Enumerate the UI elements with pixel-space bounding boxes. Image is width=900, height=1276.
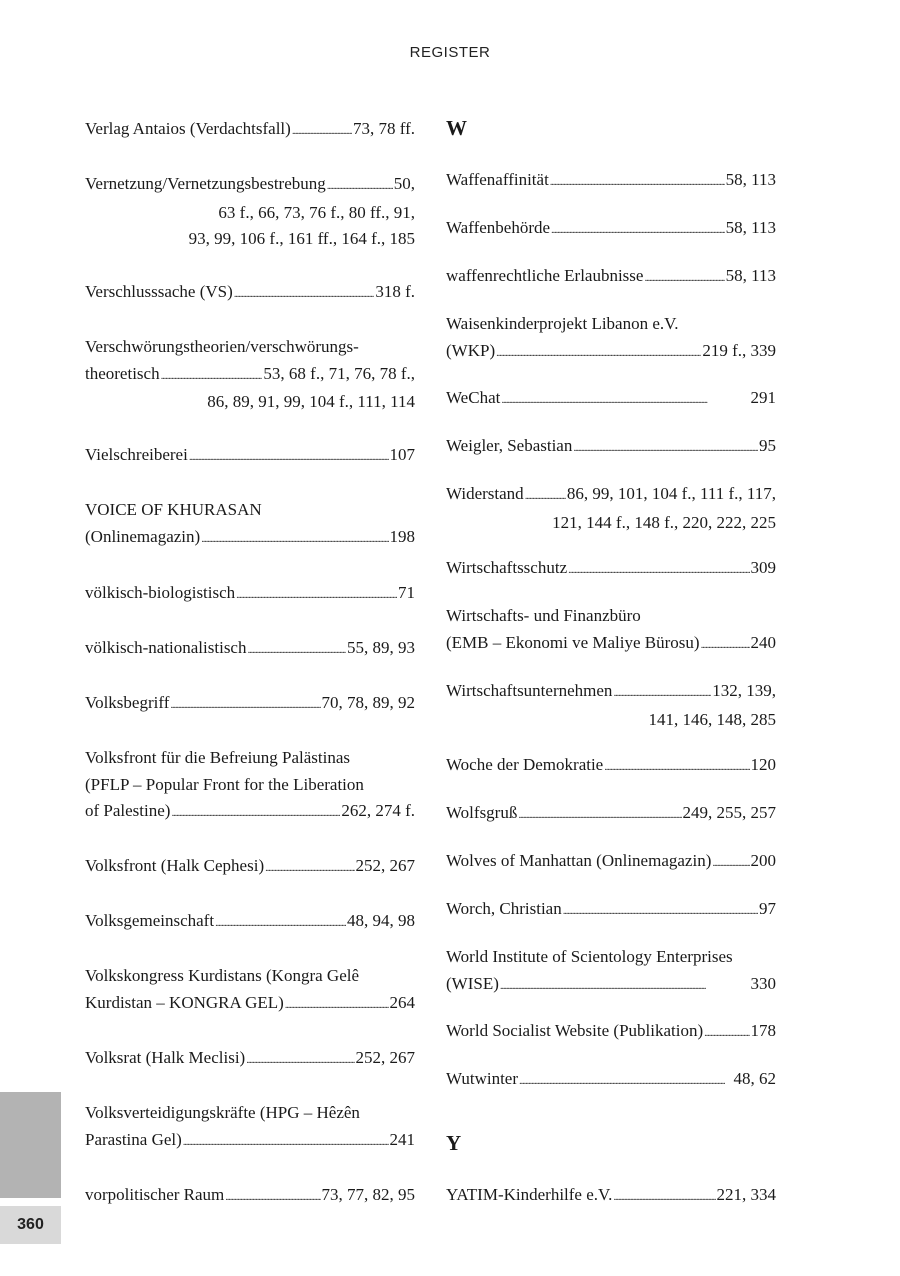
- dot-leader: [550, 167, 725, 196]
- entry-line: [85, 990, 415, 1019]
- entry-term: WeChat: [446, 388, 501, 407]
- entry-term: Widerstand: [446, 484, 524, 503]
- entry-term: Weigler, Sebastian: [446, 436, 573, 455]
- index-entry: [446, 481, 776, 536]
- entry-term: Wirtschaftsunternehmen: [446, 681, 613, 700]
- index-entry: [446, 215, 776, 244]
- entry-pages: 219 f., 339: [702, 340, 776, 360]
- index-entry: [85, 279, 415, 308]
- entry-pages: 264: [389, 992, 415, 1012]
- entry-line: [85, 1127, 415, 1156]
- entry-line: [85, 798, 415, 827]
- dot-leader: [234, 279, 375, 308]
- index-entry: [446, 678, 776, 733]
- entry-term: theoretisch: [85, 363, 160, 383]
- entry-term: Woche der Demokratie: [446, 755, 604, 774]
- entry-term: vorpolitischer Raum: [85, 1185, 225, 1204]
- dot-leader: [613, 1182, 715, 1211]
- entry-pages: 240: [750, 632, 776, 652]
- entry-pages: 200: [750, 851, 776, 870]
- entry-term: of Palestine): [85, 801, 171, 820]
- entry-line: [446, 896, 776, 925]
- section-heading-y: Y: [446, 1131, 462, 1155]
- index-entry: [85, 1045, 415, 1074]
- entry-term: Parastina Gel): [85, 1129, 182, 1149]
- entry-line: [446, 1182, 776, 1211]
- entry-line: [85, 853, 415, 882]
- entry-term-line: VOICE OF KHURASAN: [85, 500, 262, 519]
- entry-term: (WISE): [446, 973, 499, 993]
- dot-leader: [171, 798, 340, 827]
- entry-pages: 73, 77, 82, 95: [321, 1185, 415, 1204]
- entry-term: Volksrat (Halk Meclisi): [85, 1048, 246, 1067]
- entry-pages: 291: [750, 388, 776, 407]
- entry-term: waffenrechtliche Erlaubnisse: [446, 266, 644, 285]
- entry-line: [446, 215, 776, 244]
- entry-term: völkisch-nationalistisch: [85, 638, 247, 657]
- index-entry: [85, 690, 415, 719]
- entry-pages: 73, 78 ff.: [352, 119, 415, 138]
- index-entry: [446, 1182, 776, 1211]
- entry-line: [85, 1045, 415, 1074]
- dot-leader: [604, 752, 749, 781]
- entry-pages: 107: [389, 445, 415, 464]
- dot-leader: [189, 442, 389, 471]
- entry-line: [446, 433, 776, 462]
- index-entry: [446, 385, 776, 414]
- dot-leader: [551, 215, 725, 244]
- entry-term-line: World Institute of Scientology Enterprises: [446, 947, 733, 966]
- index-entry: [446, 1018, 776, 1047]
- entry-pages: 71: [398, 583, 415, 602]
- entry-pages: 198: [389, 526, 415, 546]
- entry-pages: 50,: [393, 174, 415, 193]
- dot-leader: [285, 990, 389, 1019]
- index-entry: [85, 635, 415, 664]
- entry-term-line: Volksverteidigungskräfte (HPG – Hêzên: [85, 1103, 360, 1122]
- entry-term-line: Volksfront für die Befreiung Palästinas: [85, 748, 351, 767]
- entry-term: (WKP): [446, 340, 496, 360]
- dot-leader: [225, 1182, 320, 1211]
- entry-pages: 95: [759, 436, 776, 455]
- index-entry: [446, 944, 776, 999]
- index-entry: [85, 580, 415, 609]
- entry-term: Verschlusssache (VS): [85, 282, 233, 301]
- index-entry: [446, 848, 776, 877]
- entry-term: Wolves of Manhattan (Onlinemagazin): [446, 851, 712, 870]
- entry-term: Worch, Christian: [446, 899, 562, 918]
- entry-line: [446, 1066, 776, 1095]
- dot-leader: [525, 481, 566, 510]
- index-entry: [85, 116, 415, 145]
- index-entry: [85, 1182, 415, 1211]
- entry-term: Verlag Antaios (Verdachtsfall): [85, 119, 291, 138]
- entry-term: Wirtschaftsschutz: [446, 558, 568, 577]
- entry-line: [446, 630, 776, 659]
- index-entry: [446, 603, 776, 658]
- entry-line: [446, 800, 776, 829]
- dot-leader: [644, 263, 724, 292]
- entry-term: Volksgemeinschaft: [85, 911, 215, 930]
- entry-pages: 48, 94, 98: [347, 911, 415, 930]
- entry-term-line: Wirtschafts- und Finanzbüro: [446, 606, 641, 625]
- entry-pages: 330: [750, 973, 776, 993]
- entry-line: [446, 752, 776, 781]
- entry-term-line: Verschwörungstheorien/verschwörungs-: [85, 337, 359, 356]
- entry-line: [85, 361, 415, 390]
- index-entry: [85, 963, 415, 1018]
- entry-line: [446, 971, 776, 1000]
- dot-leader: [518, 800, 681, 829]
- entry-pages-continued: 63 f., 66, 73, 76 f., 80 ff., 91,: [218, 202, 415, 222]
- entry-term-line: Waisenkinderprojekt Libanon e.V.: [446, 314, 679, 333]
- entry-pages-continued: 93, 99, 106 f., 161 ff., 164 f., 185: [188, 229, 415, 248]
- dot-leader: [500, 971, 750, 1000]
- index-entry: [446, 167, 776, 196]
- dot-leader: [265, 853, 354, 882]
- dot-leader: [183, 1127, 389, 1156]
- entry-term: YATIM-Kinderhilfe e.V.: [446, 1185, 613, 1204]
- index-entry: [446, 433, 776, 462]
- entry-term: Vielschreiberei: [85, 445, 188, 464]
- entry-term: Volksbegriff: [85, 693, 170, 712]
- entry-pages: 58, 113: [725, 170, 776, 189]
- dot-leader: [161, 361, 263, 390]
- entry-pages: 252, 267: [355, 1048, 415, 1067]
- index-entry: [85, 171, 415, 253]
- page-number: 360: [0, 1206, 61, 1244]
- entry-term: (Onlinemagazin): [85, 526, 201, 546]
- index-entry: [85, 853, 415, 882]
- entry-line: [446, 678, 776, 707]
- entry-line: [85, 635, 415, 664]
- index-entry: [446, 896, 776, 925]
- page-edge-tab: [0, 1092, 61, 1198]
- entry-term: Wutwinter: [446, 1069, 519, 1088]
- entry-pages: 252, 267: [355, 856, 415, 875]
- dot-leader: [563, 896, 758, 925]
- entry-pages: 70, 78, 89, 92: [321, 693, 415, 712]
- entry-pages: 132, 139,: [712, 681, 776, 700]
- dot-leader: [501, 385, 749, 414]
- entry-line: [85, 116, 415, 145]
- entry-pages: 262, 274 f.: [341, 801, 415, 820]
- entry-line: [85, 524, 415, 553]
- entry-term: World Socialist Website (Publikation): [446, 1021, 704, 1040]
- section-heading-w: W: [446, 116, 467, 140]
- entry-pages-continued: 121, 144 f., 148 f., 220, 222, 225: [552, 512, 776, 532]
- index-entry: [85, 1100, 415, 1155]
- entry-term: Vernetzung/Vernetzungsbestrebung: [85, 174, 326, 193]
- index-entry: [446, 1066, 776, 1095]
- dot-leader: [247, 635, 346, 664]
- dot-leader: [519, 1066, 732, 1095]
- index-entry: [446, 263, 776, 292]
- entry-pages: 97: [759, 899, 776, 918]
- entry-term-line: (PFLP – Popular Front for the Liberation: [85, 774, 364, 794]
- entry-pages: 58, 113: [725, 266, 776, 285]
- dot-leader: [613, 678, 711, 707]
- entry-pages: 241: [389, 1129, 415, 1149]
- entry-pages: 55, 89, 93: [347, 638, 415, 657]
- entry-pages: 318 f.: [375, 282, 415, 301]
- dot-leader: [215, 908, 346, 937]
- entry-pages: 58, 113: [725, 218, 776, 237]
- entry-term: Waffenaffinität: [446, 170, 549, 189]
- dot-leader: [704, 1018, 749, 1047]
- entry-term: völkisch-biologistisch: [85, 583, 236, 602]
- entry-term: Volksfront (Halk Cephesi): [85, 856, 265, 875]
- index-entry: [85, 442, 415, 471]
- entry-term: Kurdistan – KONGRA GEL): [85, 992, 284, 1012]
- entry-line: [446, 263, 776, 292]
- entry-term-line: Volkskongress Kurdistans (Kongra Gelê: [85, 966, 360, 985]
- dot-leader: [292, 116, 352, 145]
- entry-term: Waffenbehörde: [446, 218, 551, 237]
- entry-line: [85, 908, 415, 937]
- dot-leader: [568, 555, 749, 584]
- entry-pages: 221, 334: [716, 1185, 776, 1204]
- dot-leader: [170, 690, 320, 719]
- entry-pages: 178: [750, 1021, 776, 1040]
- entry-line: [85, 171, 415, 200]
- entry-line: [85, 1182, 415, 1211]
- index-entry: [446, 800, 776, 829]
- entry-line: [85, 690, 415, 719]
- entry-line: [446, 481, 776, 510]
- dot-leader: [201, 524, 388, 553]
- entry-pages: 249, 255, 257: [682, 803, 776, 822]
- entry-pages-continued: 141, 146, 148, 285: [648, 709, 776, 729]
- dot-leader: [327, 171, 393, 200]
- entry-pages-continued: 86, 89, 91, 99, 104 f., 111, 114: [207, 392, 415, 411]
- dot-leader: [573, 433, 758, 462]
- entry-pages: 48, 62: [733, 1069, 776, 1088]
- index-entry: [85, 334, 415, 416]
- entry-term: (EMB – Ekonomi ve Maliye Bürosu): [446, 632, 700, 652]
- entry-pages: 120: [750, 755, 776, 774]
- entry-line: [446, 338, 776, 367]
- dot-leader: [712, 848, 749, 877]
- entry-pages: 86, 99, 101, 104 f., 111 f., 117,: [566, 484, 776, 503]
- index-entry: [446, 311, 776, 366]
- index-entry: [446, 752, 776, 781]
- entry-pages: 53, 68 f., 71, 76, 78 f.,: [263, 363, 415, 383]
- index-entry: [446, 555, 776, 584]
- running-head: REGISTER: [409, 44, 491, 61]
- entry-line: [446, 167, 776, 196]
- dot-leader: [236, 580, 397, 609]
- entry-line: [446, 555, 776, 584]
- entry-line: [446, 1018, 776, 1047]
- dot-leader: [496, 338, 701, 367]
- dot-leader: [246, 1045, 354, 1074]
- index-entry: [85, 497, 415, 552]
- entry-line: [85, 279, 415, 308]
- index-entry: [85, 745, 415, 827]
- entry-line: [446, 848, 776, 877]
- entry-line: [85, 580, 415, 609]
- entry-line: [446, 385, 776, 414]
- dot-leader: [701, 630, 750, 659]
- entry-line: [85, 442, 415, 471]
- entry-term: Wolfsgruß: [446, 803, 518, 822]
- entry-pages: 309: [750, 558, 776, 577]
- index-entry: [85, 908, 415, 937]
